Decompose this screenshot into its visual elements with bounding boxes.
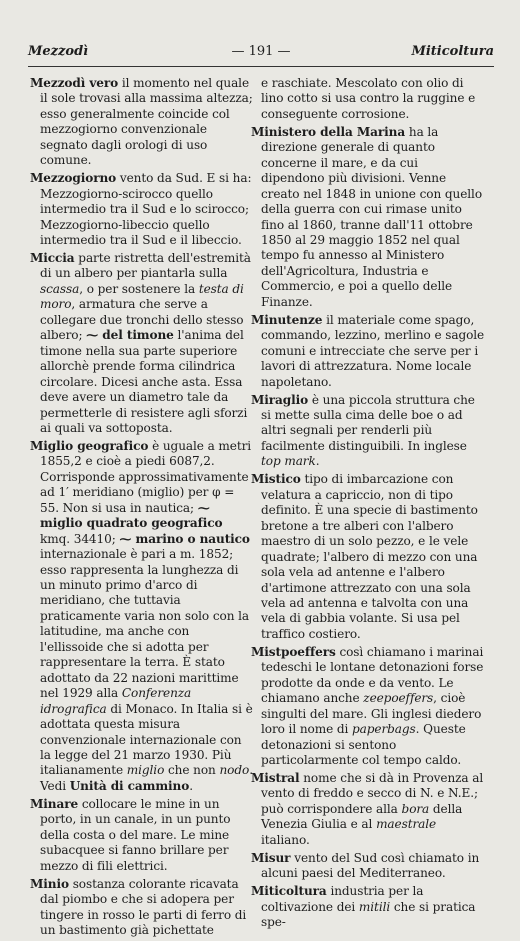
left-column [30,76,256,941]
entry-italic: paperbags [352,722,416,737]
entry-text: tipo di imbarcazione con velatura a capriccio, non di tipo definito. È una specie di bastimento bretone a tre alberi con l'albero maestro di un solo pezzo, e le vele quadrate; l'albero di mezzo con una sola vela ad antenne e l'albero d'artimone attrezzato con una sola vela ad antenna e talvolta con una vela di gabbia volante. Si usa pel traffico costiero. [261,472,478,641]
entry-text: ha la direzione generale di quanto concerne il mare, e da cui dipendono più divisioni. Venne creato nel 1848 in unione con quello della guerra con cui rimase unito fino al 1860, tranne dall'11 ottobre 1850 al 29 maggio 1852 nel qual tempo fu annesso al Ministero dell'Agricoltura, Industria e Commercio, e poi a quello delle Finanze. [261,124,482,309]
entry-term: Mezzodì vero [30,76,119,90]
entry-text: e raschiate. Mescolato con olio di lino cotto si usa contro la ruggine e conseguente corrosione. [261,76,476,121]
entry-mezzodi-vero [30,76,256,169]
entry-term: Minare [30,796,79,811]
entry-mistico [251,472,485,642]
entry-text: , cioè singulti del mare. Gli inglesi diedero loro il nome di [261,691,482,737]
entry-text: che si pratica spe- [261,899,476,930]
entry-text: . Queste detonazioni si sentono particolarmente col tempo caldo. [261,722,466,767]
entry-text: . [189,778,193,793]
entry-italic: bora [401,801,430,816]
entry-text: internazionale è pari a m. 1852; esso rappresenta la lunghezza di un minuto primo d'arco di meridiano, che tuttavia praticamente varia non solo con la latitudine, ma anche con l'ellissoide che si adotta per rappresentare la terra. È stato adottato da 22 nazioni marittime nel 1929 alla [40,547,250,701]
entry-mezzogiorno [30,171,256,248]
entry-text: italiano. [261,832,310,847]
entry-term: Miticoltura [251,884,327,899]
entry-term: Mistico [251,472,301,487]
entry-minare [30,797,256,874]
entry-italic: Conferenza idrografica [40,686,192,716]
entry-italic: scassa [40,281,80,296]
entry-text: sostanza colorante ricavata dal piombo e che si adopera per tingere in rosso le parti di ferro di un bastimento già pichettate [40,876,247,937]
entry-text: che non [164,763,220,778]
entry-text: il momento nel quale il sole trovasi alla massima altezza; esso generalmente coincide col mezzogiorno convenzionale segnato dagli orologi di uso comune. [40,76,253,168]
entry-term: Miglio geografico [30,438,149,453]
entry-subterm: ⁓ marino o nautico [119,531,250,546]
entry-minio-continued [251,76,485,122]
entry-text: vento da Sud. E si ha: Mezzogiorno-scirocco quello intermedio tra il Sud e lo scirocco; Mezzogiorno-libeccio quello intermedio tra il Sud e il libeccio. [40,171,252,248]
entry-text: , o per sostenere la [79,281,199,296]
entry-term: Ministero della Marina [251,124,406,139]
entry-miccia [30,251,256,436]
cross-reference: Unità di cammino [69,778,190,793]
entry-miticoltura [251,884,485,930]
running-header [28,44,494,64]
entry-term: Mistpoeffers [251,644,336,659]
entry-italic: nodo [219,763,250,778]
entry-text: collocare le mine in un porto, in un canale, in un punto della costa o del mare. Le mine subacquee si fanno brillare per mezzo di fili elettrici. [40,796,231,873]
header-last-entry: Miticoltura [411,44,494,59]
entry-text: . Vedi [40,763,253,793]
entry-misur [251,851,485,882]
entry-text: nome che si dà in Provenza al vento di freddo e secco di N. e N.E.; può corrispondere alla [261,770,484,816]
entry-text: così chiamano i marinai tedeschi le lontane detonazioni forse prodotte da onde e da vento. Le chiamano anche [261,644,484,706]
page-number: — 191 — [231,44,291,59]
entry-term: Mistral [251,770,300,785]
entry-text: è una piccola struttura che si mette sulla cima delle boe o ad altri segnali per renderli più facilmente distinguibili. In inglese [261,392,475,453]
entry-text: . [315,454,320,469]
entry-text: il materiale come spago, commando, lezzino, merlino e sagole comuni e intrecciate che serve per i lavori di attrezzatura. Nome locale napoletano. [261,312,485,389]
entry-minutenze [251,313,485,390]
entry-minio [30,877,256,939]
header-first-entry: Mezzodì [28,44,89,59]
entry-term: Minio [30,876,69,891]
entry-text: vento del Sud così chiamato in alcuni paesi del Mediterraneo. [261,850,480,881]
entry-mistral [251,771,485,848]
entry-text: è uguale a metri 1855,2 e cioè a piedi 6087,2. Corrisponde approssimativamente ad 1′ meridiano (miglio) per φ = 55. Non si usa in nautica; [40,438,252,515]
entry-text: di Monaco. In Italia si è adottata questa misura convenzionale internazionale con la legge del 21 marzo 1930. Più italianamente [40,701,253,778]
entry-term: Misur [251,850,291,865]
entry-italic: mitili [358,899,391,914]
entry-text: della Venezia Giulia e al [261,801,463,832]
entry-subterm: ⁓ miglio quadrato geografico [40,500,223,531]
entry-italic: zeepoeffers [363,691,434,706]
entry-term: Miccia [30,250,75,265]
entry-text: parte ristretta dell'estremità di un albero per piantarla sulla [40,250,251,281]
right-column [251,76,485,933]
entry-miraglio [251,393,485,470]
entry-text: kmq. 34410; [40,531,120,546]
entry-italic: miglio [126,763,165,778]
entry-term: Mezzogiorno [30,171,117,186]
entry-italic: maestrale [376,817,437,832]
entry-subterm: ⁓ del timone [86,328,174,343]
entry-italic: testa di moro [40,281,244,312]
entry-miglio-geografico [30,439,256,794]
entry-italic: top mark [261,454,316,469]
entry-text: industria per la coltivazione dei [261,884,424,914]
entry-ministero-della-marina [251,125,485,310]
entry-term: Miraglio [251,392,309,407]
entry-text: , armatura che serve a collegare due tronchi dello stesso albero; [40,297,244,343]
entry-text: l'anima del timone nella sua parte superiore allorchè prende forma cilindrica circolare. Dicesi anche asta. Essa deve avere un diametro tale da permetterle di resistere agli sforzi ai quali va sottoposta. [40,328,248,435]
header-rule [28,66,494,67]
entry-term: Minutenze [251,312,323,327]
entry-mistpoeffers [251,645,485,769]
